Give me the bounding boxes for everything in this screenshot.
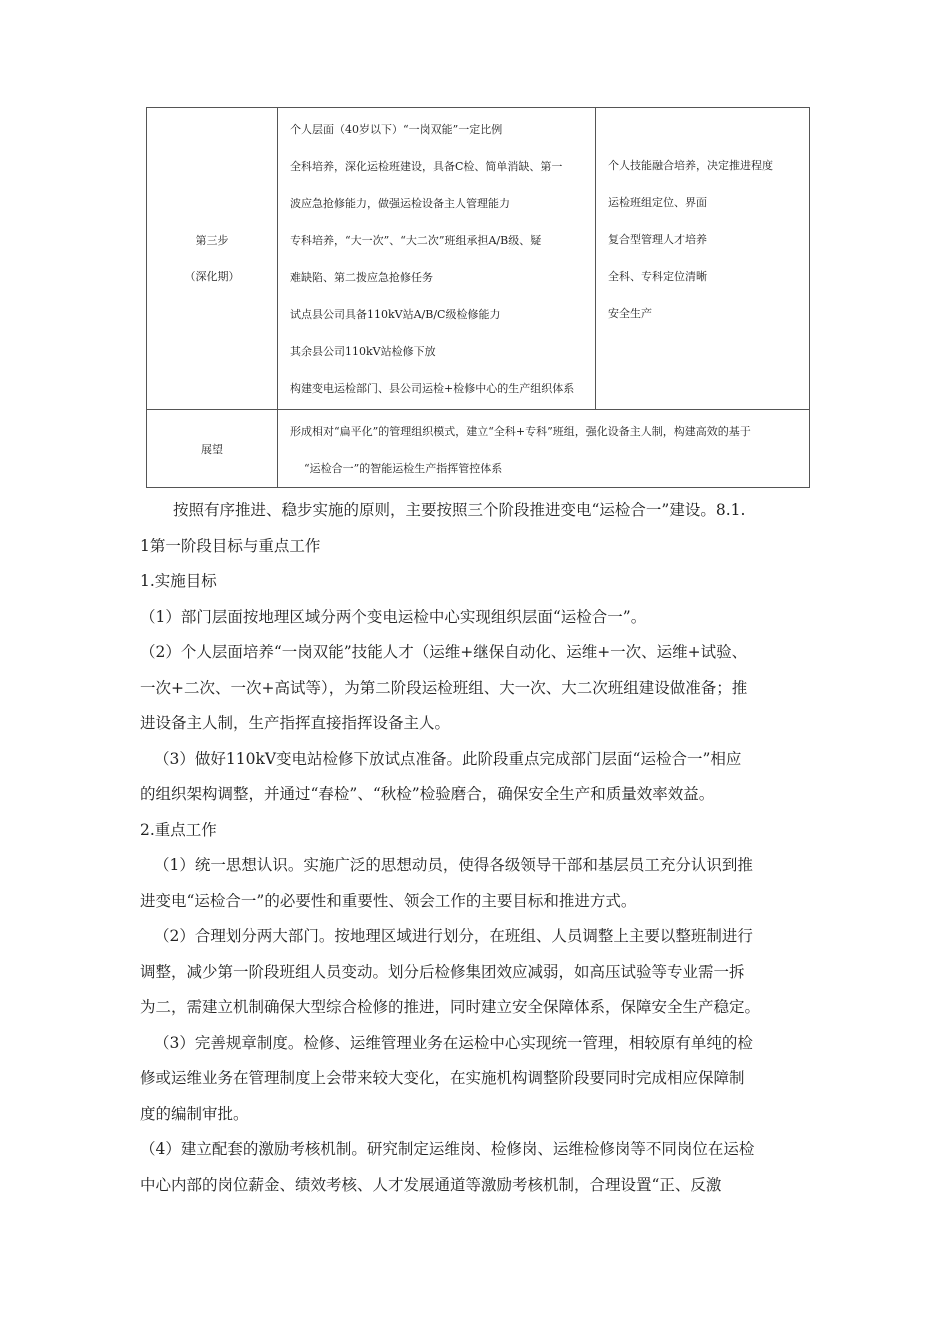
goal-item-3: （3）做好110kV变电站检修下放试点准备。此阶段重点完成部门层面“运检合一”相应 xyxy=(154,749,742,768)
stage-period: （深化期） xyxy=(184,269,240,283)
work-item-2-cont: 为二，需建立机制确保大型综合检修的推进，同时建立安全保障体系，保障安全生产稳定。 xyxy=(140,998,761,1016)
content-line: 全科培养，深化运检班建设，具备C检、简单消缺、第一 xyxy=(290,160,563,173)
section-heading: 1第一阶段目标与重点工作 xyxy=(140,536,321,555)
goal-line: 安全生产 xyxy=(608,307,652,320)
work-item-1: （1）统一思想认识。实施广泛的思想动员，使得各级领导干部和基层员工充分认识到推 xyxy=(154,856,753,874)
goal-item-3-cont: 的组织架构调整，并通过“春检”、“秋检”检验磨合，确保安全生产和质量效率效益。 xyxy=(140,785,715,803)
content-line: 试点县公司具备110kV站A/B/C级检修能力 xyxy=(290,308,501,321)
work-item-4-cont: 中心内部的岗位薪金、绩效考核、人才发展通道等激励考核机制，合理设置“正、反激 xyxy=(140,1175,722,1194)
stage-label-cell xyxy=(147,108,278,410)
goal-line: 全科、专科定位清晰 xyxy=(608,270,707,283)
outlook-line: “运检合一”的智能运检生产指挥管控体系 xyxy=(304,462,503,475)
content-line: 个人层面（40岁以下）“一岗双能”一定比例 xyxy=(290,123,503,136)
outlook-row xyxy=(147,410,810,488)
content-line: 难缺陷、第二拨应急抢修任务 xyxy=(290,271,433,284)
goal-item-2-cont: 进设备主人制，生产指挥直接指挥设备主人。 xyxy=(140,714,451,732)
subheading-goals: 1.实施目标 xyxy=(140,572,217,590)
outlook-label-cell xyxy=(147,410,278,488)
work-item-1-cont: 进变电“运检合一”的必要性和重要性、领会工作的主要目标和推进方式。 xyxy=(140,891,637,910)
stage-goal-cell xyxy=(596,108,810,410)
goal-line: 复合型管理人才培养 xyxy=(608,233,707,246)
body-text xyxy=(140,493,812,1203)
goal-line: 个人技能融合培养，决定推进程度 xyxy=(608,159,773,172)
content-line: 专科培养，“大一次”、“大二次”班组承担A/B级、疑 xyxy=(290,234,542,247)
outlook-label: 展望 xyxy=(201,442,223,456)
subheading-key-work: 2.重点工作 xyxy=(140,820,217,839)
content-line: 波应急抢修能力，做强运检设备主人管理能力 xyxy=(290,197,510,210)
work-item-3: （3）完善规章制度。检修、运维管理业务在运检中心实现统一管理，相较原有单纯的检 xyxy=(154,1033,753,1052)
stage-title: 第三步 xyxy=(195,233,229,247)
goal-item-1: （1）部门层面按地理区域分两个变电运检中心实现组织层面“运检合一”。 xyxy=(140,607,647,626)
intro-paragraph: 按照有序推进、稳步实施的原则，主要按照三个阶段推进变电“运检合一”建设。8.1. xyxy=(173,501,746,519)
stage-plan-table xyxy=(146,107,810,488)
work-item-3-cont: 度的编制审批。 xyxy=(140,1104,249,1123)
work-item-2-cont: 调整，减少第一阶段班组人员变动。划分后检修集团效应减弱，如高压试验等专业需一拆 xyxy=(140,962,745,981)
goal-item-2: （2）个人层面培养“一岗双能”技能人才（运维+继保自动化、运维+一次、运维+试验、 xyxy=(140,643,748,661)
work-item-3-cont: 修或运维业务在管理制度上会带来较大变化，在实施机构调整阶段要同时完成相应保障制 xyxy=(140,1069,745,1087)
stage-three-row xyxy=(147,108,810,410)
work-item-4: （4）建立配套的激励考核机制。研究制定运维岗、检修岗、运维检修岗等不同岗位在运检 xyxy=(140,1140,755,1158)
goal-line: 运检班组定位、界面 xyxy=(608,196,707,209)
content-line: 构建变电运检部门、县公司运检+检修中心的生产组织体系 xyxy=(290,382,575,395)
outlook-line: 形成相对“扁平化”的管理组织模式，建立“全科+专科”班组，强化设备主人制，构建高效的基于 xyxy=(290,425,751,438)
outlook-text-cell xyxy=(278,410,810,488)
work-item-2: （2）合理划分两大部门。按地理区域进行划分，在班组、人员调整上主要以整班制进行 xyxy=(154,927,753,945)
content-line: 其余县公司110kV站检修下放 xyxy=(290,345,436,358)
goal-item-2-cont: 一次+二次、一次+高试等），为第二阶段运检班组、大一次、大二次班组建设做准备；推 xyxy=(140,678,748,697)
stage-content-cell xyxy=(278,108,596,410)
